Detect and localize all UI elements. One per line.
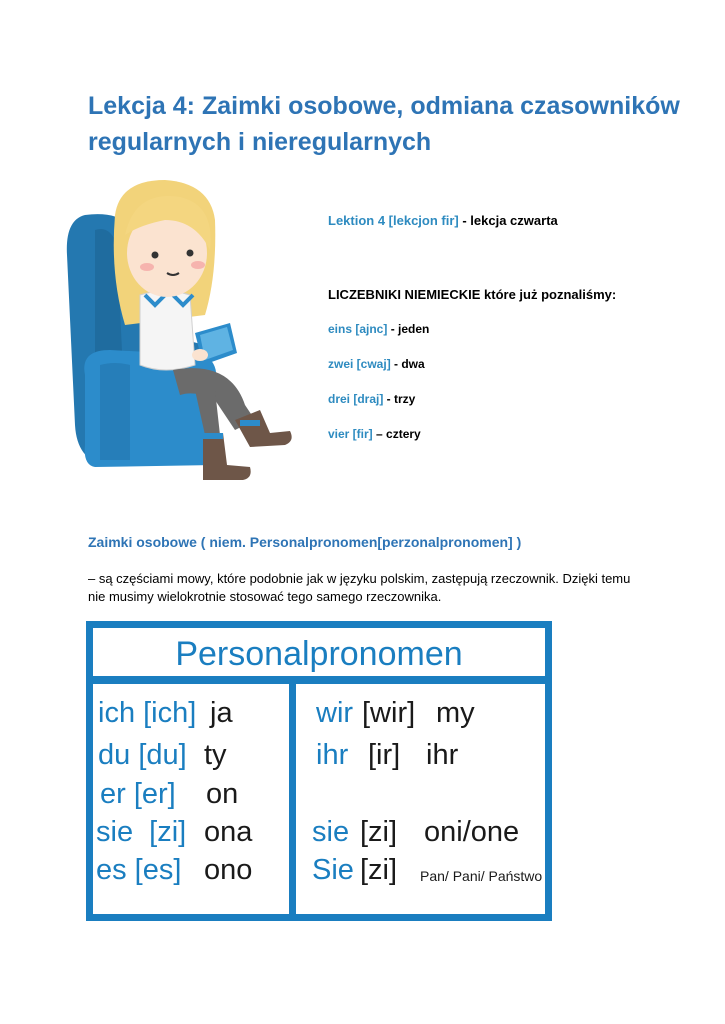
pronoun-pl: ty (204, 739, 227, 771)
lesson-meaning: - lekcja czwarta (458, 213, 558, 228)
pronoun-de: er [er] (100, 778, 176, 810)
page-title: Lekcja 4: Zaimki osobowe, odmiana czasowników regularnych i nieregularnych (88, 92, 680, 156)
girl-reading-illustration (55, 175, 315, 490)
pronoun-ipa: [zi] (360, 854, 398, 886)
pronoun-pl: my (436, 697, 475, 729)
pronoun-ipa: [ir] (368, 739, 401, 771)
pronoun-de: ihr (316, 739, 349, 771)
pronoun-de: ich [ich] (98, 697, 197, 729)
pronoun-ipa: [zi] (360, 816, 398, 848)
pronoun-pl: ono (204, 854, 253, 886)
number-meaning: – cztery (372, 427, 421, 441)
pronoun-de: wir (316, 697, 354, 729)
number-term: eins [ajnc] (328, 322, 388, 336)
number-item (328, 357, 425, 371)
section-heading: Zaimki osobowe ( niem. Personalpronomen[perzonalpronomen] ) (88, 534, 522, 550)
pronoun-table (86, 621, 552, 921)
number-meaning: - jeden (387, 322, 430, 336)
lesson-term: Lektion 4 [lekcjon fir] (328, 213, 459, 228)
number-term: drei [draj] (328, 392, 384, 406)
table-title: Personalpronomen (175, 635, 463, 673)
number-meaning: - trzy (383, 392, 416, 406)
lesson-line (328, 213, 558, 228)
pronoun-pl: on (206, 778, 239, 810)
pronoun-pl: ihr (426, 739, 459, 771)
number-item (328, 427, 421, 441)
pronoun-de: sie (312, 816, 350, 848)
number-meaning: - dwa (390, 357, 425, 371)
paragraph: – są częściami mowy, które podobnie jak w języku polskim, zastępują rzeczownik. Dzięki temu nie musimy wielokrotnie stosować tego samego rzeczownika. (88, 571, 631, 604)
number-item (328, 322, 429, 336)
pronoun-pl: Pan/ Pani/ Państwo (420, 868, 543, 884)
number-term: zwei [cwaj] (328, 357, 391, 371)
pronoun-de: Sie (312, 854, 354, 886)
pronoun-de: sie [zi] (96, 816, 187, 848)
number-item (328, 392, 415, 406)
number-term: vier [fir] (328, 427, 373, 441)
pronoun-de: es [es] (96, 854, 182, 886)
pronoun-pl: oni/one (424, 816, 520, 848)
numbers-heading: LICZEBNIKI NIEMIECKIE które już poznaliśmy: (328, 287, 617, 302)
pronoun-de: du [du] (98, 739, 187, 771)
pronoun-ipa: [wir] (362, 697, 416, 729)
pronoun-pl: ona (204, 816, 253, 848)
pronoun-pl: ja (210, 697, 233, 729)
